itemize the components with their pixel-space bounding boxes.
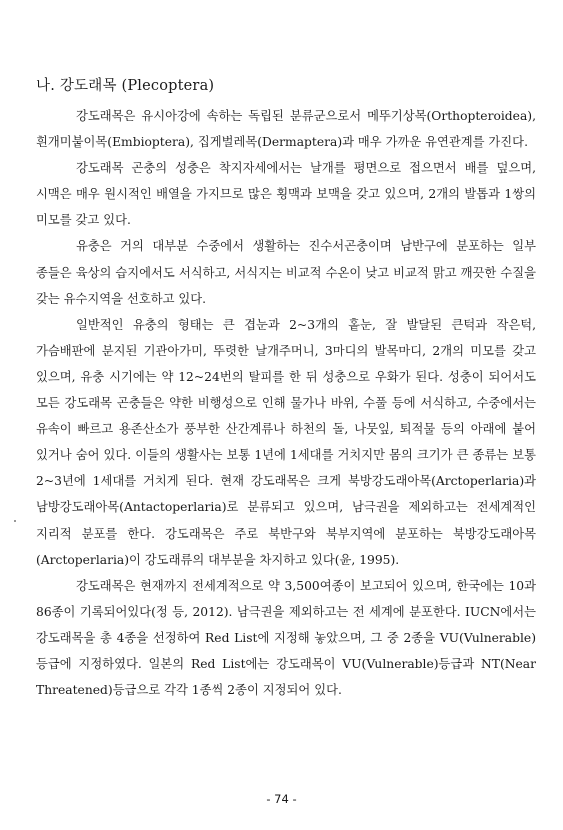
page-number: - 74 - bbox=[266, 792, 297, 806]
margin-dot-mark bbox=[14, 520, 16, 522]
paragraph-distribution-redlist: 강도래목은 현재까지 전세계적으로 약 3,500여종이 보고되어 있으며, 한국에는 10과 86종이 기록되어있다(정 등, 2012). 남극권을 제외하고는 전 세계에 분포한다. IUCN에서는 강도래목을 총 4종을 선정하여 Red List에 지정해 놓았으며, 그 중 2종을 VU(Vulnerable) 등급에 지정하였다. 일본의 Red List에는 강도래목이 VU(Vulnerable)등급과 NT(Near Threatened)등급으로 각각 1종씩 2종이 지정되어 있다. bbox=[36, 578, 536, 698]
section-heading: 나. 강도래목 (Plecoptera) bbox=[36, 78, 215, 94]
paragraph-adult-morphology: 강도래목 곤충의 성충은 착지자세에서는 날개를 평면으로 접으면서 배를 덮으며, 시맥은 매우 원시적인 배열을 가지므로 많은 횡맥과 보맥을 갖고 있으며, 2개의 발톱과 1쌍의 미모를 갖고 있다. bbox=[36, 161, 536, 228]
paragraph-larval-habitat: 유충은 거의 대부분 수중에서 생활하는 진수서곤충이며 남반구에 분포하는 일부 종들은 육상의 습지에서도 서식하고, 서식지는 비교적 수온이 낮고 비교적 맑고 깨끗한 수질을 갖는 유수지역을 선호하고 있다. bbox=[36, 239, 536, 306]
paragraph-larval-morphology-lifecycle: 일반적인 유충의 형태는 큰 겹눈과 2~3개의 홑눈, 잘 발달된 큰턱과 작은턱, 가슴배판에 분지된 기관아가미, 뚜렷한 날개주머니, 3마디의 발목마디, 2개의 미모를 갖고 있으며, 유충 시기에는 약 12~24번의 탈피를 한 뒤 성충으로 우화가 된다. 성충이 되어서도 모든 강도래목 곤충들은 약한 비행성으로 인해 물가나 바위, 수풀 등에 서식하고, 수중에서는 유속이 빠르고 용존산소가 풍부한 산간계류나 하천의 돌, 나뭇잎, 퇴적물 등의 아래에 붙어 있거나 숨어 있다. 이들의 생활사는 보통 1년에 1세대를 거치지만 몸의 크기가 큰 종류는 보통 2~3년에 1세대를 거치게 된다. 현재 강도래목은 크게 북방강도래아목(Arctoperlaria)과 남방강도래아목(Antactoperlaria)로 분류되고 있으며, 남극권을 제외하고는 전세계적인 지리적 분포를 한다. 강도래목은 주로 북반구와 북부지역에 분포하는 북방강도래아목(Arctoperlaria)이 강도래류의 대부분을 차지하고 있다(윤, 1995). bbox=[36, 317, 536, 567]
paragraph-taxonomy: 강도래목은 유시아강에 속하는 독립된 분류군으로서 메뚜기상목(Orthopteroidea), 흰개미붙이목(Embioptera), 집게벌레목(Dermaptera)과 매우 가까운 유연관계를 가진다. bbox=[36, 109, 536, 150]
body-text bbox=[36, 103, 536, 703]
